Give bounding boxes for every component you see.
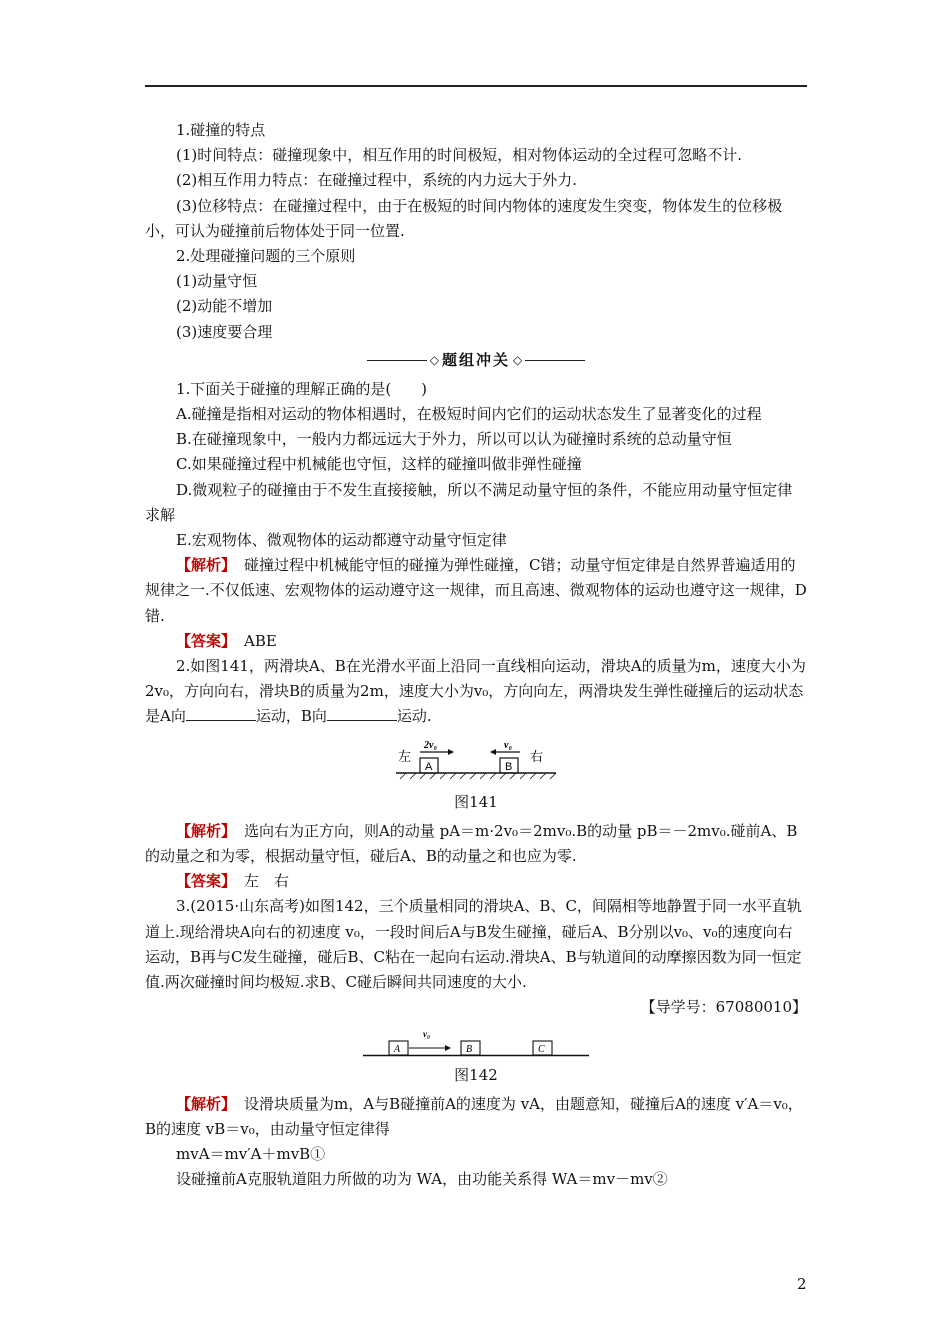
diamond-icon: ◇ bbox=[513, 353, 523, 368]
fig141-block-b-label: B bbox=[505, 760, 513, 773]
answer-label: 【答案】 bbox=[176, 631, 237, 650]
fig141-arrowhead-a bbox=[448, 749, 454, 755]
analysis-label: 【解析】 bbox=[176, 1094, 237, 1113]
q1-option-c: C.如果碰撞过程中机械能也守恒，这样的碰撞叫做非弹性碰撞 bbox=[176, 455, 582, 474]
heading-collision-features: 1.碰撞的特点 bbox=[176, 121, 266, 139]
q3-work-line: 设碰撞前A克服轨道阻力所做的功为 WA，由功能关系得 WA＝mv－mv② bbox=[176, 1170, 668, 1189]
q1-option-d: D.微观粒子的碰撞由于不发生直接接触，所以不满足动量守恒的条件，不能应用动量守恒定律求解 bbox=[145, 480, 793, 524]
q2-answer-text: 左 右 bbox=[244, 872, 290, 891]
q3-analysis-text: 设滑块质量为m，A与B碰撞前A的速度为 vA，由题意知，碰撞后A的速度 v′A＝v₀，B的速度 vB＝v₀，由动量守恒定律得 bbox=[145, 1094, 803, 1138]
q2-stem bbox=[145, 654, 807, 730]
answer-blank-2 bbox=[327, 706, 397, 721]
separator-title: 题组冲关 bbox=[441, 351, 510, 370]
document-body bbox=[145, 118, 807, 1193]
q1-option-b: B.在碰撞现象中，一般内力都远远大于外力，所以可以认为碰撞时系统的总动量守恒 bbox=[176, 430, 732, 449]
fig141-ground-hatch bbox=[400, 773, 556, 779]
answer-label: 【答案】 bbox=[176, 872, 237, 891]
fig142-block-a-label: A bbox=[394, 1043, 401, 1055]
q1-option-a: A.碰撞是指相对运动的物体相遇时，在极短时间内它们的运动状态发生了显著变化的过程 bbox=[176, 405, 762, 424]
answer-blank-1 bbox=[186, 706, 256, 721]
q2-stem-a: 2.如图141，两滑块A、B在光滑水平面上沿同一直线相向运动，滑块A的质量为m，速度大小为2v₀，方向向右，滑块B的质量为2m，速度大小为v₀，方向向左，两滑块发生弹性碰撞后的运动状态是A向 bbox=[145, 657, 806, 726]
fig142-arrowhead bbox=[445, 1045, 451, 1051]
feature-displacement: (3)位移特点：在碰撞过程中，由于在极短的时间内物体的速度发生突变，物体发生的位移极小，可认为碰撞前后物体处于同一位置. bbox=[145, 196, 783, 240]
diamond-icon: ◇ bbox=[429, 353, 439, 368]
fig141-velocity-a: 2v₀ bbox=[424, 739, 437, 751]
q3-equation-1: mvA＝mv′A＋mvB① bbox=[176, 1145, 326, 1164]
analysis-label: 【解析】 bbox=[176, 556, 237, 575]
q1-analysis bbox=[145, 553, 807, 629]
q3-stem: 3.(2015·山东高考)如图142，三个质量相同的滑块A、B、C，间隔相等地静置于同一水平直轨道上.现给滑块A向右的初速度 v₀，一段时间后A与B发生碰撞，碰后A、B分别以v₀、v₀的速度向右运动，B再与C发生碰撞，碰后B、C粘在一起向右运动.滑块A、B与轨道间的动摩擦因数为同一恒定值.两次碰撞时间均极短.求B、C碰后瞬间共同速度的大小. bbox=[145, 897, 802, 992]
figure-141-diagram bbox=[396, 736, 556, 788]
q1-answer-text: ABE bbox=[244, 631, 277, 650]
fig141-arrowhead-b bbox=[490, 749, 496, 755]
principle-3: (3)速度要合理 bbox=[176, 322, 273, 341]
figure-142-caption: 图142 bbox=[454, 1065, 498, 1084]
figure-142 bbox=[145, 1027, 807, 1061]
separator-line-right bbox=[525, 360, 585, 361]
q2-analysis bbox=[145, 819, 807, 869]
feature-force: (2)相互作用力特点：在碰撞过程中，系统的内力远大于外力. bbox=[176, 171, 578, 190]
fig141-block-a-label: A bbox=[425, 760, 433, 773]
header-rule bbox=[145, 85, 807, 87]
section-separator bbox=[145, 349, 807, 373]
fig141-velocity-b: v₀ bbox=[504, 739, 512, 751]
q1-answer bbox=[145, 629, 807, 654]
q3-analysis bbox=[145, 1092, 807, 1142]
q1-analysis-text: 碰撞过程中机械能守恒的碰撞为弹性碰撞，C错；动量守恒定律是自然界普遍适用的规律之一.不仅低速、宏观物体的运动遵守这一规律，而且高速、微观物体的运动也遵守这一规律，D错. bbox=[145, 556, 807, 625]
fig141-left-label: 左 bbox=[398, 748, 412, 764]
principle-2: (2)动能不增加 bbox=[176, 297, 273, 316]
q1-option-e: E.宏观物体、微观物体的运动都遵守动量守恒定律 bbox=[176, 531, 507, 550]
figure-141-caption: 图141 bbox=[454, 792, 498, 811]
fig142-block-b-label: B bbox=[466, 1043, 473, 1055]
fig142-block-c-label: C bbox=[538, 1043, 545, 1055]
fig141-right-label: 右 bbox=[530, 748, 544, 764]
q2-stem-b: 运动，B向 bbox=[255, 707, 327, 726]
heading-three-principles: 2.处理碰撞问题的三个原则 bbox=[176, 247, 356, 266]
separator-line-left bbox=[367, 360, 427, 361]
q1-stem: 1.下面关于碰撞的理解正确的是( ) bbox=[176, 379, 428, 398]
analysis-label: 【解析】 bbox=[176, 821, 237, 840]
q2-answer bbox=[145, 869, 807, 894]
figure-141 bbox=[145, 736, 807, 788]
fig142-velocity: v₀ bbox=[423, 1028, 431, 1039]
feature-time: (1)时间特点：碰撞现象中，相互作用的时间极短，相对物体运动的全过程可忽略不计. bbox=[176, 146, 743, 165]
q2-analysis-text: 选向右为正方向，则A的动量 pA＝m·2v₀＝2mv₀.B的动量 pB＝－2mv₀.碰前A、B的动量之和为零，根据动量守恒，碰后A、B的动量之和也应为零. bbox=[145, 821, 798, 866]
guide-number: 【导学号：67080010】 bbox=[640, 998, 807, 1017]
figure-142-diagram bbox=[363, 1027, 589, 1061]
principle-1: (1)动量守恒 bbox=[176, 272, 258, 291]
q2-stem-c: 运动. bbox=[396, 707, 432, 726]
page-number: 2 bbox=[797, 1275, 807, 1293]
